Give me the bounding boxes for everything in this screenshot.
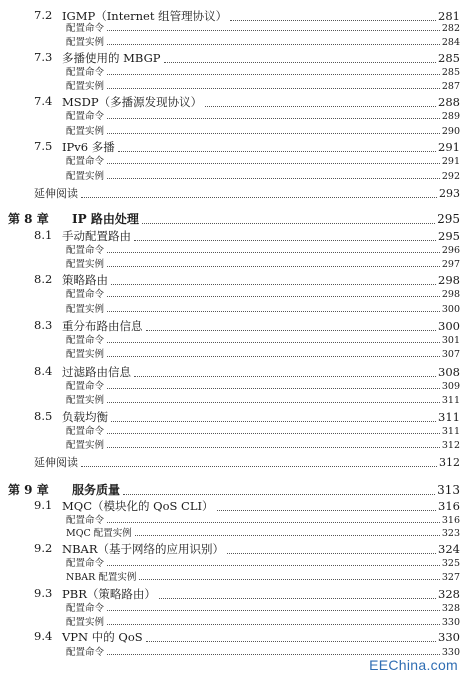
toc-subentry	[0, 153, 470, 167]
toc-number: 8.3	[34, 318, 53, 332]
toc-page-number: 287	[441, 81, 460, 92]
toc-title: 配置实例	[66, 304, 105, 315]
dot-leader	[205, 105, 436, 107]
toc-page-number: 327	[441, 572, 460, 583]
dot-leader	[159, 597, 436, 599]
toc-title: 配置命令	[66, 426, 105, 437]
toc-subentry	[0, 286, 470, 300]
dot-leader	[118, 150, 436, 152]
dot-leader	[107, 177, 440, 179]
toc-title: NBAR（基于网络的应用识别）	[62, 542, 224, 556]
toc-subentry	[0, 64, 470, 78]
toc-subentry	[0, 569, 470, 583]
toc-page-number: 316	[441, 515, 460, 526]
toc-title: IPv6 多播	[62, 140, 115, 154]
toc-number: 8.4	[34, 364, 53, 378]
toc-subentry	[0, 301, 470, 315]
dot-leader	[134, 375, 436, 377]
toc-subentry	[0, 168, 470, 182]
toc-page-number: 316	[438, 499, 460, 513]
dot-leader	[107, 87, 440, 89]
toc-page-number: 330	[441, 617, 460, 628]
toc-number: 第 8 章	[8, 212, 49, 226]
toc-number: 9.4	[34, 629, 53, 643]
toc-title: 配置实例	[66, 37, 105, 48]
toc-title: MQC（模块化的 QoS CLI）	[62, 499, 214, 513]
toc-subentry	[0, 525, 470, 539]
toc-chapter	[0, 210, 470, 227]
toc-page-number: 312	[441, 440, 460, 451]
toc-title: 配置命令	[66, 289, 105, 300]
dot-leader	[81, 465, 437, 467]
toc-title: 过滤路由信息	[62, 365, 131, 379]
dot-leader	[107, 387, 440, 389]
toc-number: 7.5	[34, 139, 53, 153]
dot-leader	[107, 341, 440, 343]
toc-title: 配置实例	[66, 395, 105, 406]
toc-number: 9.3	[34, 586, 53, 600]
toc-page-number: 295	[438, 229, 460, 243]
dot-leader	[164, 61, 437, 63]
toc-page-number: 292	[441, 171, 460, 182]
toc-number: 9.2	[34, 541, 53, 555]
dot-leader	[107, 251, 440, 253]
toc-page-number: 285	[438, 51, 460, 65]
dot-leader	[107, 446, 440, 448]
toc-number: 第 9 章	[8, 483, 49, 497]
dot-leader	[146, 640, 436, 642]
toc-page-number: 284	[441, 37, 460, 48]
toc-further-reading	[0, 454, 470, 470]
toc-page-number: 325	[441, 558, 460, 569]
toc-page-number: 330	[438, 630, 460, 644]
watermark-logo: EEChina.com	[369, 657, 458, 673]
toc-title: 配置命令	[66, 647, 105, 658]
toc-title: PBR（策略路由）	[62, 587, 156, 601]
toc-title: 配置命令	[66, 335, 105, 346]
toc-page-number: 301	[441, 335, 460, 346]
toc-page-number: 282	[441, 23, 460, 34]
toc-page-number: 293	[439, 187, 460, 200]
toc-page-number: 295	[437, 212, 460, 226]
toc-page-number: 289	[441, 111, 460, 122]
dot-leader	[107, 43, 440, 45]
dot-leader	[142, 222, 435, 224]
toc-page-number: 308	[438, 365, 460, 379]
toc-subentry	[0, 332, 470, 346]
toc-title: 多播使用的 MBGP	[62, 51, 161, 65]
toc-title: 配置命令	[66, 515, 105, 526]
toc-page-number: 281	[438, 9, 460, 23]
toc-subentry	[0, 555, 470, 569]
toc-title: 配置实例	[66, 349, 105, 360]
toc-title: 配置命令	[66, 156, 105, 167]
toc-title: 配置实例	[66, 259, 105, 270]
toc-title: 配置实例	[66, 617, 105, 628]
toc-title: 策略路由	[62, 273, 108, 287]
toc-subentry	[0, 346, 470, 360]
toc-chapter	[0, 481, 470, 498]
toc-title: 服务质量	[72, 483, 121, 497]
toc-title: 配置命令	[66, 23, 105, 34]
toc-title: 重分布路由信息	[62, 319, 143, 333]
dot-leader	[111, 420, 436, 422]
toc-title: 延伸阅读	[34, 187, 78, 200]
toc-subentry	[0, 242, 470, 256]
toc-title: MSDP（多播源发现协议）	[62, 95, 203, 109]
toc-subentry	[0, 108, 470, 122]
toc-title: IGMP（Internet 组管理协议）	[62, 9, 228, 23]
toc-title: MQC 配置实例	[66, 528, 132, 539]
toc-title: NBAR 配置实例	[66, 572, 137, 583]
dot-leader	[107, 73, 440, 75]
toc-number: 9.1	[34, 498, 53, 512]
toc-title: 配置命令	[66, 603, 105, 614]
toc-number: 8.2	[34, 272, 53, 286]
dot-leader	[135, 534, 440, 536]
toc-subentry	[0, 423, 470, 437]
toc-page-number: 290	[441, 126, 460, 137]
toc-page-number: 313	[437, 483, 460, 497]
toc-page-number: 288	[438, 95, 460, 109]
toc-page-number: 311	[441, 395, 460, 406]
dot-leader	[139, 578, 440, 580]
toc-title: 配置命令	[66, 381, 105, 392]
dot-leader	[107, 432, 440, 434]
toc-title: 配置命令	[66, 67, 105, 78]
toc-title: 负载均衡	[62, 410, 108, 424]
toc-page-number: 328	[438, 587, 460, 601]
toc-page-number: 291	[438, 140, 460, 154]
toc-title: 配置命令	[66, 111, 105, 122]
toc-title: 延伸阅读	[34, 456, 78, 469]
toc-subentry	[0, 20, 470, 34]
dot-leader	[123, 493, 435, 495]
toc-page-number: 300	[438, 319, 460, 333]
toc-title: 配置命令	[66, 558, 105, 569]
toc-subentry	[0, 256, 470, 270]
toc-subentry	[0, 123, 470, 137]
toc-number: 8.5	[34, 409, 53, 423]
toc-subentry	[0, 34, 470, 48]
dot-leader	[107, 355, 440, 357]
toc-title: 配置实例	[66, 440, 105, 451]
dot-leader	[107, 295, 440, 297]
toc-number: 7.4	[34, 94, 53, 108]
toc-subentry	[0, 437, 470, 451]
toc-subentry	[0, 78, 470, 92]
toc-subentry	[0, 512, 470, 526]
dot-leader	[227, 552, 436, 554]
toc-title: 配置实例	[66, 81, 105, 92]
dot-leader	[107, 653, 440, 655]
dot-leader	[146, 329, 437, 331]
dot-leader	[107, 117, 440, 119]
toc-page-number: 312	[439, 456, 460, 469]
toc-title: 配置实例	[66, 171, 105, 182]
dot-leader	[107, 609, 440, 611]
toc-number: 7.2	[34, 8, 53, 22]
dot-leader	[107, 162, 440, 164]
toc-title: 配置命令	[66, 245, 105, 256]
dot-leader	[107, 401, 440, 403]
toc-page-number: 328	[441, 603, 460, 614]
toc-subentry	[0, 614, 470, 628]
toc-page-number: 311	[438, 410, 460, 424]
toc-title: VPN 中的 QoS	[62, 630, 143, 644]
dot-leader	[107, 132, 440, 134]
toc-subentry	[0, 644, 470, 658]
toc-subentry	[0, 600, 470, 614]
toc-page-number: 324	[438, 542, 460, 556]
toc-page-number: 307	[441, 349, 460, 360]
toc-subentry	[0, 378, 470, 392]
toc-title: 配置实例	[66, 126, 105, 137]
toc-page-number: 309	[441, 381, 460, 392]
dot-leader	[81, 196, 437, 198]
toc-number: 8.1	[34, 228, 53, 242]
dot-leader	[107, 564, 440, 566]
toc-page-number: 296	[441, 245, 460, 256]
dot-leader	[107, 521, 440, 523]
toc-page-number: 330	[441, 647, 460, 658]
toc-page-number: 298	[438, 273, 460, 287]
toc-further-reading	[0, 185, 470, 201]
toc-number: 7.3	[34, 50, 53, 64]
dot-leader	[107, 29, 440, 31]
toc-page-number: 311	[441, 426, 460, 437]
toc-page-number: 297	[441, 259, 460, 270]
toc-page-number: 291	[441, 156, 460, 167]
dot-leader	[217, 509, 437, 511]
toc-title: 手动配置路由	[62, 229, 131, 243]
dot-leader	[111, 283, 436, 285]
toc-page-number: 285	[441, 67, 460, 78]
dot-leader	[134, 239, 436, 241]
dot-leader	[107, 310, 440, 312]
toc-subentry	[0, 392, 470, 406]
dot-leader	[107, 265, 440, 267]
toc-section	[0, 629, 470, 645]
toc-page-number: 300	[441, 304, 460, 315]
toc-page-number: 298	[441, 289, 460, 300]
toc-title: IP 路由处理	[72, 212, 139, 226]
dot-leader	[107, 623, 440, 625]
toc-page-number: 323	[441, 528, 460, 539]
